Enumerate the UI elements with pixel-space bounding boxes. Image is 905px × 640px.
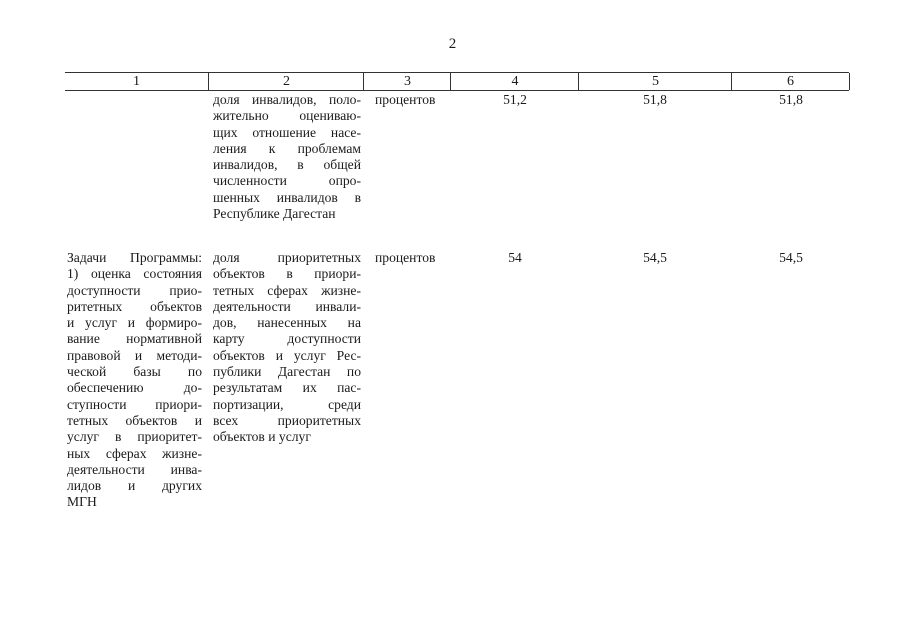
row1-indicator-line: шенных инвалидов в bbox=[213, 189, 361, 205]
header-col-4: 4 bbox=[450, 73, 579, 90]
row2-value-col5: 54,5 bbox=[643, 250, 667, 265]
row2-indicator-line: деятельности инвали- bbox=[213, 298, 361, 314]
row2-value-col6: 54,5 bbox=[779, 250, 803, 265]
row1-indicator-line: Республике Дагестан bbox=[213, 206, 336, 222]
row2-indicator-line: публики Дагестан по bbox=[213, 364, 361, 380]
row2-task-line: ных сферах жизне- bbox=[67, 445, 202, 461]
row1-value-col6: 51,8 bbox=[779, 92, 803, 107]
row2-task-line: правовой и методи- bbox=[67, 347, 202, 363]
row2-task-line: 1) оценка состояния bbox=[67, 266, 202, 282]
row2-indicator-line: результатам их пас- bbox=[213, 380, 361, 396]
row2-value-col4: 54 bbox=[508, 250, 522, 265]
header-col-6: 6 bbox=[731, 73, 850, 90]
row2-indicator-cell bbox=[213, 250, 361, 446]
row2-task-cell bbox=[67, 250, 202, 511]
row2-indicator-line: объектов и услуг bbox=[213, 429, 311, 445]
row1-indicator-cell bbox=[213, 92, 361, 222]
header-col-5: 5 bbox=[578, 73, 732, 90]
row2-task-line: МГН bbox=[67, 494, 97, 510]
row1-indicator-line: щих отношение насе- bbox=[213, 124, 361, 140]
row2-indicator-line: тетных сферах жизне- bbox=[213, 282, 361, 298]
row1-indicator-line: доля инвалидов, поло- bbox=[213, 92, 361, 107]
row1-indicator-line: численности опро- bbox=[213, 173, 361, 189]
row2-indicator-line: объектов в приори- bbox=[213, 266, 361, 282]
row2-task-line: Задачи Программы: bbox=[67, 250, 202, 265]
row1-unit: процентов bbox=[375, 92, 436, 107]
row2-task-line: услуг в приоритет- bbox=[67, 429, 202, 445]
row1-indicator-line: ления к проблемам bbox=[213, 140, 361, 156]
row1-value-col4: 51,2 bbox=[503, 92, 527, 107]
row2-task-line: ритетных объектов bbox=[67, 298, 202, 314]
row2-indicator-line: портизации, среди bbox=[213, 396, 361, 412]
row2-task-line: вание нормативной bbox=[67, 331, 202, 347]
row2-task-line: и услуг и формиро- bbox=[67, 315, 202, 331]
row1-value-col5: 51,8 bbox=[643, 92, 667, 107]
header-col-2: 2 bbox=[208, 73, 364, 90]
row2-indicator-line: карту доступности bbox=[213, 331, 361, 347]
row2-indicator-line: дов, нанесенных на bbox=[213, 315, 361, 331]
header-col-1: 1 bbox=[133, 74, 140, 89]
row2-task-line: ческой базы по bbox=[67, 364, 202, 380]
row2-task-line: доступности прио- bbox=[67, 282, 202, 298]
page-number: 2 bbox=[448, 36, 457, 52]
row1-indicator-line: жительно оцениваю- bbox=[213, 108, 361, 124]
row2-task-line: обеспечению до- bbox=[67, 380, 202, 396]
row2-indicator-line: всех приоритетных bbox=[213, 412, 361, 428]
row2-unit: процентов bbox=[375, 250, 436, 265]
row2-indicator-line: объектов и услуг Рес- bbox=[213, 347, 361, 363]
row2-indicator-line: доля приоритетных bbox=[213, 250, 361, 265]
header-col-3: 3 bbox=[363, 73, 451, 90]
row2-task-line: деятельности инва- bbox=[67, 461, 202, 477]
row1-indicator-line: инвалидов, в общей bbox=[213, 157, 361, 173]
row2-task-line: ступности приори- bbox=[67, 396, 202, 412]
row2-task-line: тетных объектов и bbox=[67, 412, 202, 428]
table-header-row bbox=[65, 72, 849, 91]
row2-task-line: лидов и других bbox=[67, 478, 202, 494]
